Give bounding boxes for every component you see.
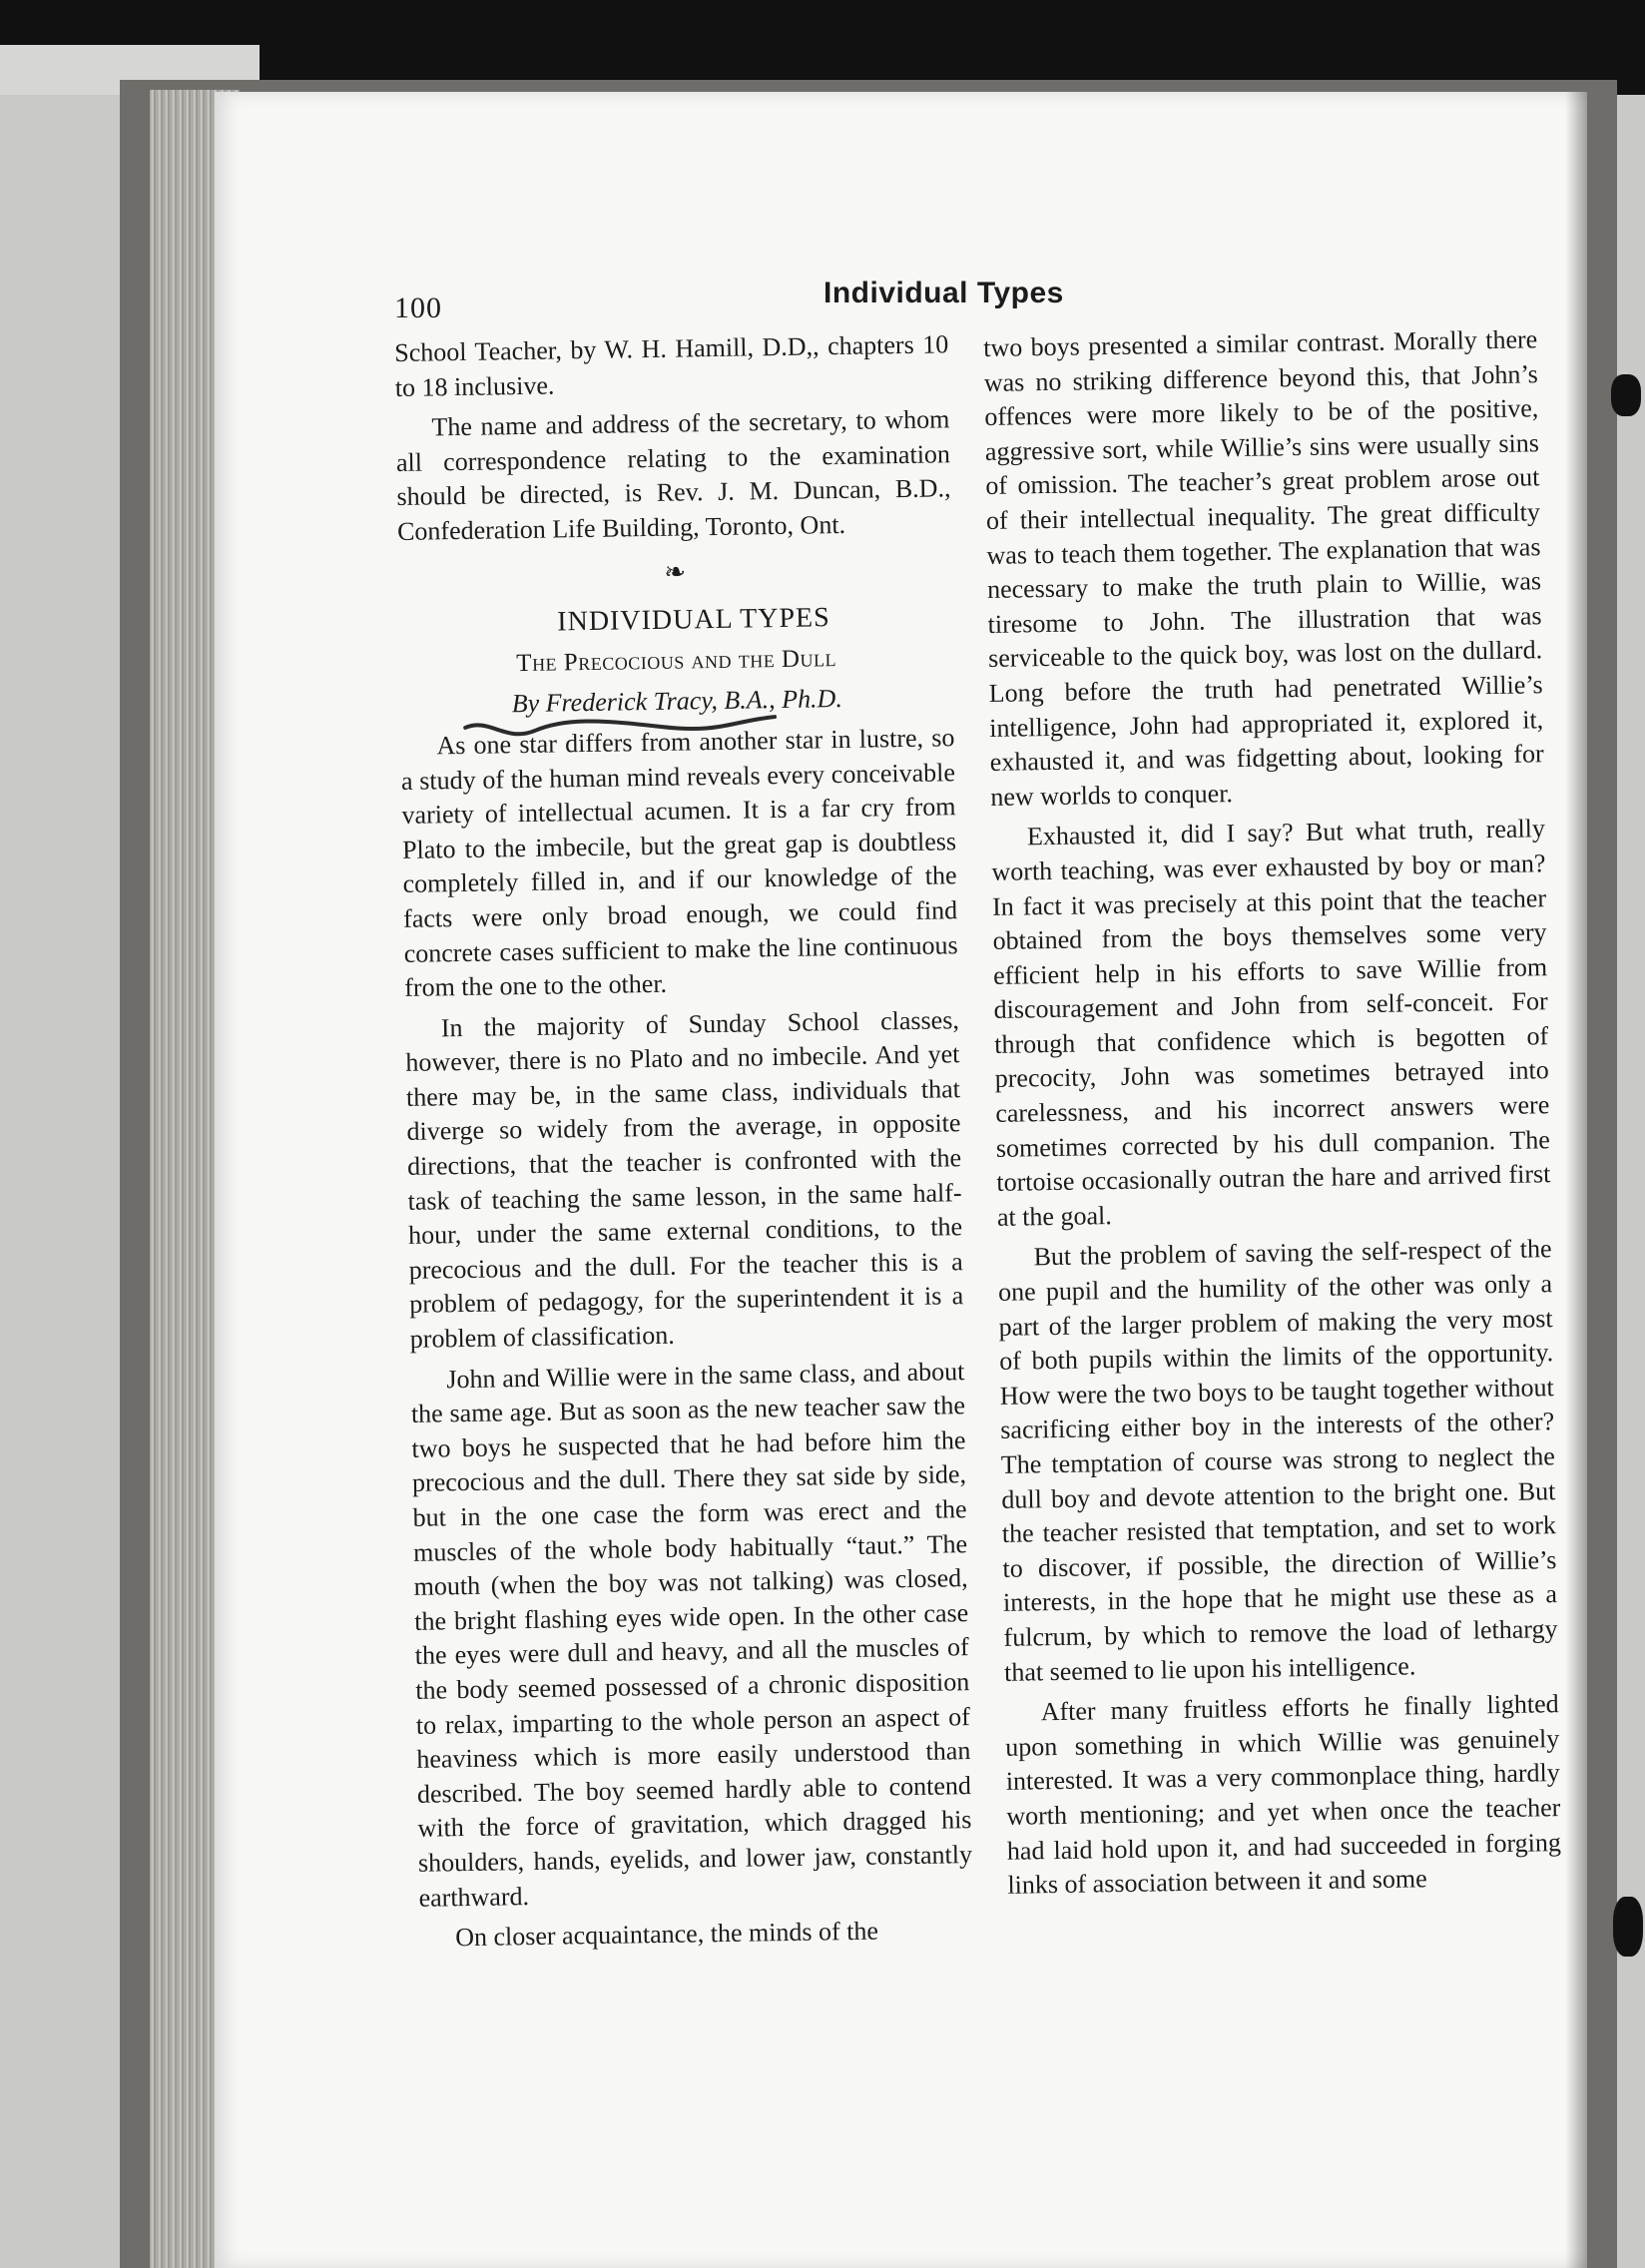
paragraph: School Teacher, by W. H. Hamill, D.D,, chapters 10 to 18 inclusive. (394, 329, 949, 402)
paragraph: Exhausted it, did I say? But what truth, really worth teaching, was ever exhausted by boy or man? In fact it was precisely at this point that the teacher obtained from the boys themselves some very efficient help in his efforts to save Willie from discouragement and John from self-conceit. For through that confidence which is begotten of precocity, John was sometimes betrayed into carelessness, and his incorrect answers were sometimes corrected by his dull companion. The tortoise occasionally outran the hare and arrived first at the goal. (991, 814, 1551, 1232)
page-number: 100 (394, 291, 442, 324)
article-subtitle: The Precocious and the Dull (516, 644, 837, 677)
handwritten-underline (460, 711, 780, 746)
byline (400, 681, 954, 724)
paragraph: After many fruitless efforts he finally lighted upon something in which Willie was genuinely interested. It was a very commonplace thing, hardly worth mentioning; and yet when once the teacher had laid hold upon it, and had succeeded in forging links of association between it and some (1005, 1689, 1562, 1900)
book-page (215, 92, 1587, 2268)
paragraph: John and Willie were in the same class, and about the same age. But as soon as the new teacher saw the two boys he suspected that he had before him the precocious and the dull. There they sat side by side, but in the one case the form was erect and the muscles of the whole body habitually “taut.” The mouth (when the boy was not talking) was closed, the bright flashing eyes wide open. In the other case the eyes were dull and heavy, and all the muscles of the body seemed possessed of a chronic disposition to relax, imparting to the whole person an aspect of heaviness which is more easily understood than described. The boy seemed hardly able to contend with the force of gravitation, which dragged his shoulders, hands, eyelids, and lower jaw, constantly earthward. (410, 1356, 973, 1913)
spine-shadow (1565, 92, 1587, 2268)
byline-text: By Frederick Tracy, B.A., Ph.D. (511, 684, 843, 719)
paragraph: two boys presented a similar contrast. Morally there was no striking difference beyond this, that John’s offences were more likely to be of the positive, aggressive sort, while Willie’s sins were usually sins of omission. The teacher’s great problem arose out of their intellectual inequality. The great difficulty was to teach them together. The explanation that was necessary to make the truth plain to Willie, was tiresome to John. The illustration that was serviceable to the quick boy, was lost on the dullard. Long before the truth had penetrated Willie’s intelligence, John had appropriated it, explored it, exhausted it, and was fidgetting about, looking for new worlds to conquer. (983, 324, 1544, 812)
left-column (394, 327, 974, 1962)
right-column (983, 322, 1562, 1909)
paragraph: On closer acquaintance, the minds of the (454, 1916, 879, 1953)
article-title: INDIVIDUAL TYPES (557, 602, 830, 638)
paragraph: But the problem of saving the self-respect of the one pupil and the humility of the other was only a part of the larger problem of making the very most of both pupils within the limits of the opportunity. How were the two boys to be taught together without sacrificing either boy in the interests of the other? The temptation of course was strong to neglect the dull boy and devote attention to the bright one. But the teacher resisted that temptation, and set to work to discover, if possible, the direction of Willie’s interests, in the hope that he might use these as a fulcrum, by which to remove the load of lethargy that seemed to lie upon his intelligence. (997, 1234, 1558, 1687)
running-head: Individual Types (823, 277, 1064, 309)
ornament-icon: ❧ (664, 557, 687, 587)
paragraph: As one star differs from another star in lustre, so a study of the human mind reveals every conceivable variety of intellectual acumen. It is a far cry from Plato to the imbecile, but the great gap is doubtless completely filled in, and if our knowledge of the facts were only broad enough, we could find concrete cases sufficient to make the line continuous from the one to the other. (400, 723, 958, 1003)
paragraph: In the majority of Sunday School classes, however, there is no Plato and no imbecile. And yet there may be, in the same class, individuals that diverge so widely from the average, in opposite directions, that the teacher is confronted with the task of teaching the same lesson, in the same half-hour, under the same external conditions, to the precocious and the dull. For the teacher this is a problem of pedagogy, for the superintendent it is a problem of classification. (405, 1004, 964, 1354)
right-edge-mark (1611, 374, 1641, 416)
paragraph: The name and address of the secretary, to whom all correspondence relating to the examination should be directed, is Rev. J. M. Duncan, B.D., Confederation Life Building, Toronto, Ont. (395, 404, 951, 546)
right-edge-mark-lower (1613, 1897, 1643, 1957)
